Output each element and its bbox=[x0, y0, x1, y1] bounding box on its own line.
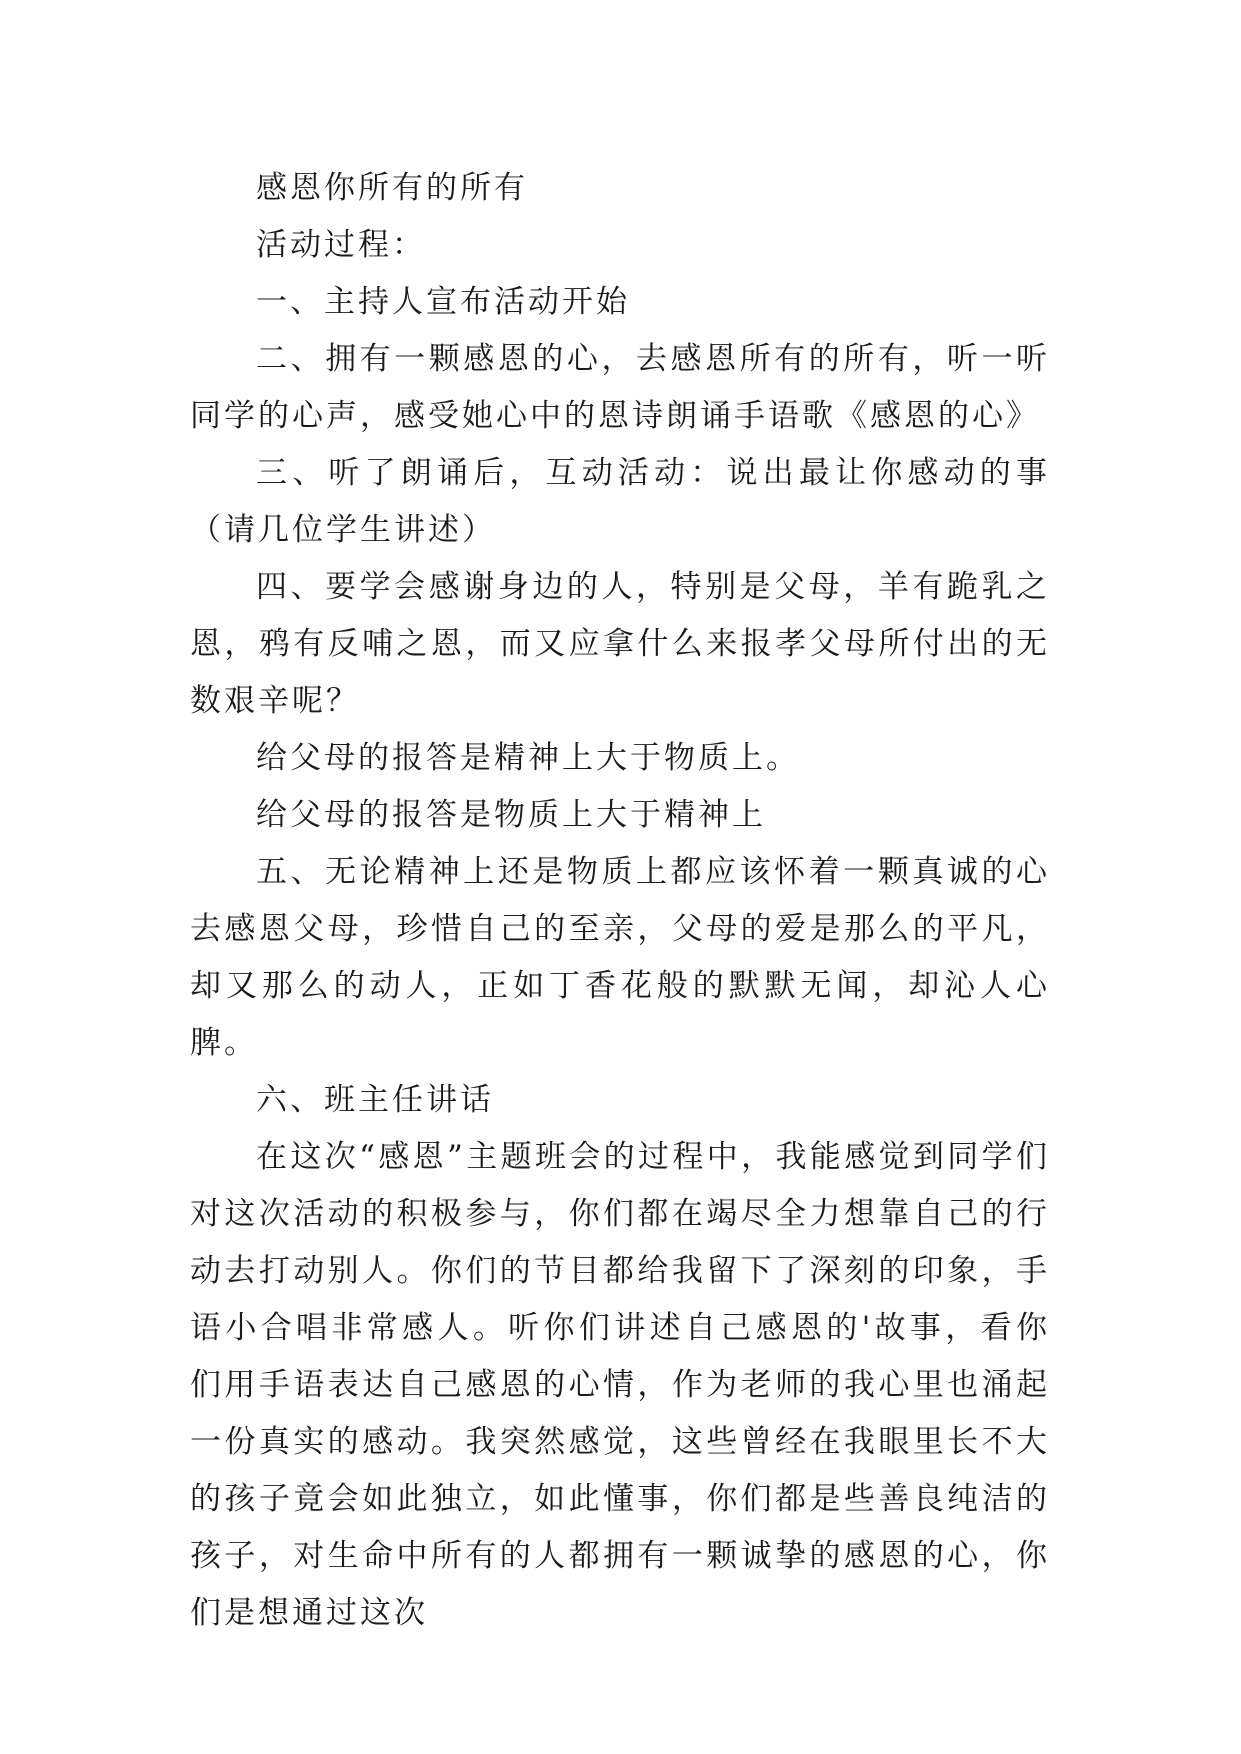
section-heading-process: 活动过程： bbox=[256, 227, 426, 263]
document-title: 感恩你所有的所有 bbox=[256, 170, 528, 206]
paragraph-step-5: 五、无论精神上还是物质上都应该怀着一颗真诚的心去感恩父母，珍惜自己的至亲，父母的爱是那么的平凡，却又那么的动人，正如丁香花般的默默无闻，却沁人心脾。 bbox=[190, 854, 1050, 1061]
paragraph-step-1: 一、主持人宣布活动开始 bbox=[256, 284, 630, 320]
paragraph-teacher-speech: 在这次“感恩”主题班会的过程中，我能感觉到同学们对这次活动的积极参与，你们都在竭尽全力想靠自己的行动去打动别人。你们的节目都给我留下了深刻的印象，手语小合唱非常感人。听你们讲述自己感恩的'故事，看你们用手语表达自己感恩的心情，作为老师的我心里也涌起一份真实的感动。我突然感觉，这些曾经在我眼里长不大的孩子竟会如此独立，如此懂事，你们都是些善良纯洁的孩子，对生命中所有的人都拥有一颗诚挚的感恩的心，你们是想通过这次 bbox=[190, 1139, 1050, 1631]
paragraph-answer-material: 给父母的报答是物质上大于精神上 bbox=[256, 797, 766, 833]
document-page bbox=[190, 160, 1050, 1642]
paragraph-answer-spiritual: 给父母的报答是精神上大于物质上。 bbox=[256, 740, 800, 776]
paragraph-step-6: 六、班主任讲话 bbox=[256, 1082, 494, 1118]
paragraph-step-2: 二、拥有一颗感恩的心，去感恩所有的所有，听一听同学的心声，感受她心中的恩诗朗诵手语歌《感恩的心》 bbox=[190, 341, 1050, 434]
paragraph-step-3: 三、听了朗诵后，互动活动：说出最让你感动的事（请几位学生讲述） bbox=[190, 455, 1050, 548]
paragraph-step-4: 四、要学会感谢身边的人，特别是父母，羊有跪乳之恩，鸦有反哺之恩，而又应拿什么来报孝父母所付出的无数艰辛呢？ bbox=[190, 569, 1050, 719]
